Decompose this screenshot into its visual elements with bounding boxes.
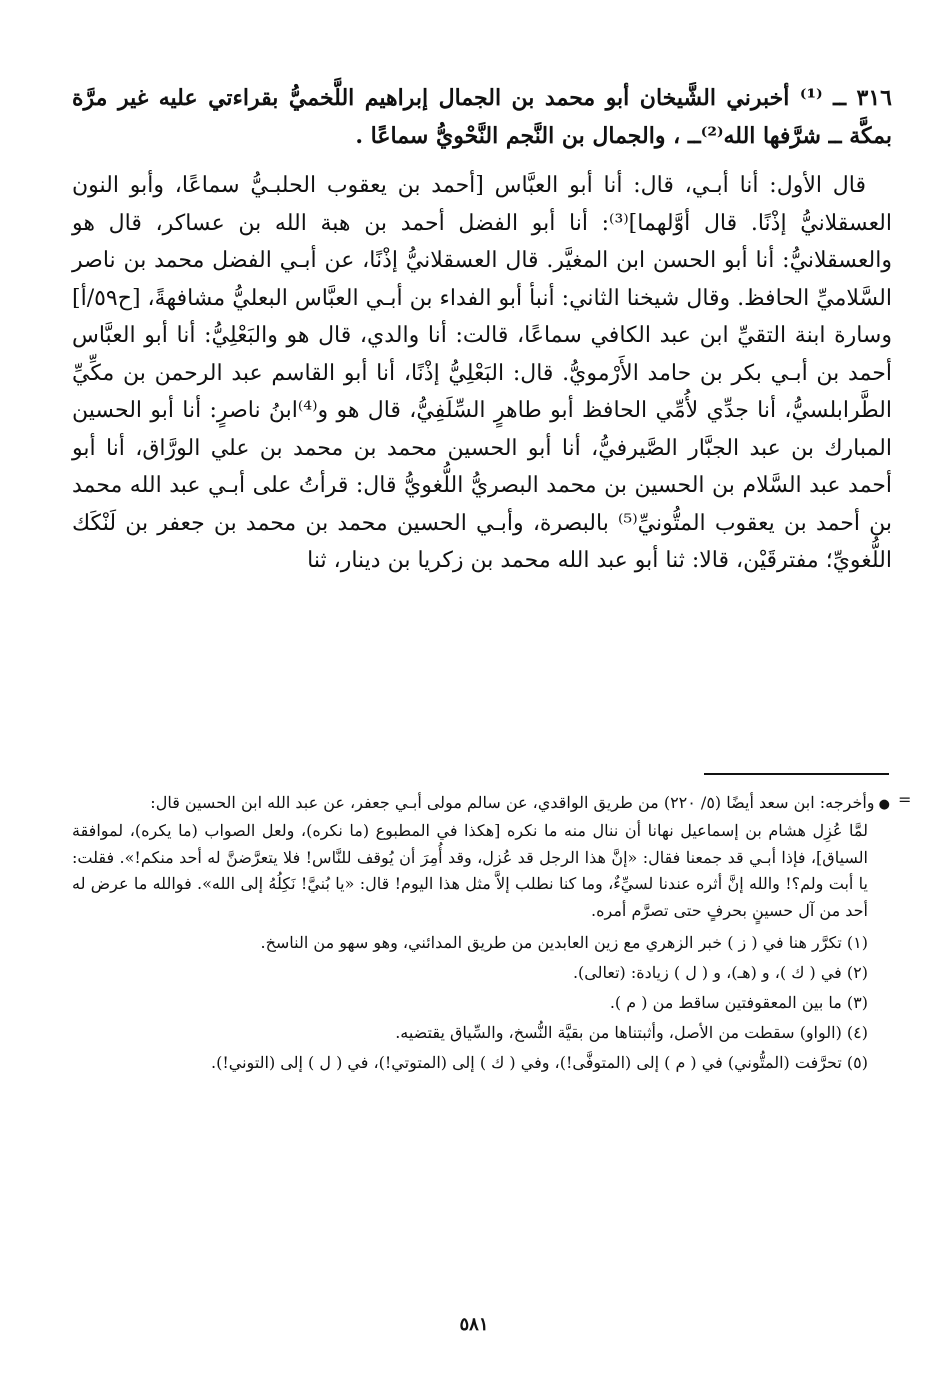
footnote-3: (٣) ما بين المعقوفتين ساقط من ( م ). — [609, 993, 868, 1013]
continuation-mark: = — [898, 790, 912, 809]
hadith-chain-text: قال الأول: أنا أبـي، قال: أنا أبو العبَّاس [أحمد بن يعقوب الحلبـيُّ سماعًا، وأبو النون العسقلانيُّ إذْنًا. قال أوَّلهما]⁽³⁾: أنا أبو الفضل أحمد بن هبة الله بن عساكر، قال هو والعسقلانيُّ: أنا أبو الحسن ابن المغيَّر. قال العسقلانيُّ إذْنًا، عن أبـي الفضل محمد بن ناصر السَّلاميِّ الحافظ. وقال شيخنا الثاني: أنبأ أبو الفداء بن أبـي العبَّاس البعليُّ مشافهةً، [ح٥٩/أ] وسارة ابنة التقيِّ ابن عبد الكافي سماعًا، قالت: أنا والدي، قال هو والبَعْلِيُّ: أنا أبو العبَّاس أحمد بن أبـي بكر بن حامد الأَرْمويُّ. قال: البَعْلِيُّ إذْنًا، أنا أبو القاسم عبد الرحمن بن مكِّيِّ الطَّرابلسيُّ، أنا جدِّي لأُمِّي الحافظ أبو طاهرٍ السِّلَفِيُّ، قال هو و⁽⁴⁾ابنُ ناصرٍ: أنا أبو الحسين المبارك بن عبد الجبَّار الصَّيرفيُّ، أنا أبو الحسين محمد بن محمد بن علي الورَّاق، أنا أبو أحمد عبد السَّلام بن الحسين بن محمد البصريُّ اللُّغويُّ قال: قرأتُ على أبـي عبد الله محمد بن أحمد بن يعقوب المتُّونيِّ⁽⁵⁾ بالبصرة، وأبـي الحسين محمد بن محمد بن جعفر بن لَنْكَك اللُّغويِّ؛ مفترقَيْن، قالا: ثنا أبو عبد الله محمد بن زكريا بن دينار، ثنا — [72, 173, 892, 573]
footnote-1: (١) تكرَّر هنا في ( ز ) خبر الزهري مع زين العابدين من طريق المدائني، وهو سهو من الناسخ. — [260, 933, 868, 953]
page-number: ٥٨١ — [459, 1314, 489, 1335]
footnote-4: (٤) (الواو) سقطت من الأصل، وأثبتناها من بقيَّة النُّسخ، والسِّياق يقتضيه. — [395, 1023, 868, 1043]
footnote-quote: لمَّا عُزِل هشام بن إسماعيل نهانا أن ننال منه ما نكره [هكذا في المطبوع (ما نكره)، ولعل الصواب (ما يكره)، لموافقة السياق]، فإذا أبـي قد جمعنا فقال: «إنَّ هذا الرجل قد عُزل، وقد أُمِرَ أن يُوقف للنَّاس! فلا يتعرَّضنَّ له أحد منكم!». فقلت: يا أبت ولم؟! والله إنَّ أثره عندنا لسيِّءٌ، وما كنا نطلب إلاَّ مثل هذا اليوم! قال: «يا بُنيَّ! نَكِلُهُ إلى الله». فوالله ما عرض له أحد من آل حسينٍ بحرفٍ حتى تصرَّم أمره. — [72, 821, 869, 920]
footnote-5: (٥) تحرَّفت (المتُّوني) في ( م ) إلى (المتوفَّى!)، وفي ( ك ) إلى (المتوتي!)، في ( ل ) إلى (التوني!). — [211, 1053, 868, 1073]
footnote-continuation: ● وأخرجه: ابن سعد أيضًا (٥/ ٢٢٠) من طريق الواقدي، عن سالم مولى أبـي جعفر، عن عبد الله ابن الحسين قال: — [72, 790, 890, 818]
main-text — [72, 80, 892, 580]
footnote-2: (٢) في ( ك )، و (هـ)، و ( ل ) زيادة: (تعالى). — [572, 963, 868, 983]
hadith-heading: ٣١٦ ــ ⁽¹⁾ أخبرني الشَّيخان أبو محمد بن الجمال إبراهيم اللَّخميُّ بقراءتي عليه غير مرَّة بمكَّة ــ شرَّفها الله⁽²⁾ــ ، والجمال بن النَّجم النَّحْويُّ سماعًا . — [72, 85, 892, 149]
footnote-list — [72, 928, 890, 1078]
footnotes — [72, 790, 890, 1078]
footnote-separator — [704, 773, 889, 775]
